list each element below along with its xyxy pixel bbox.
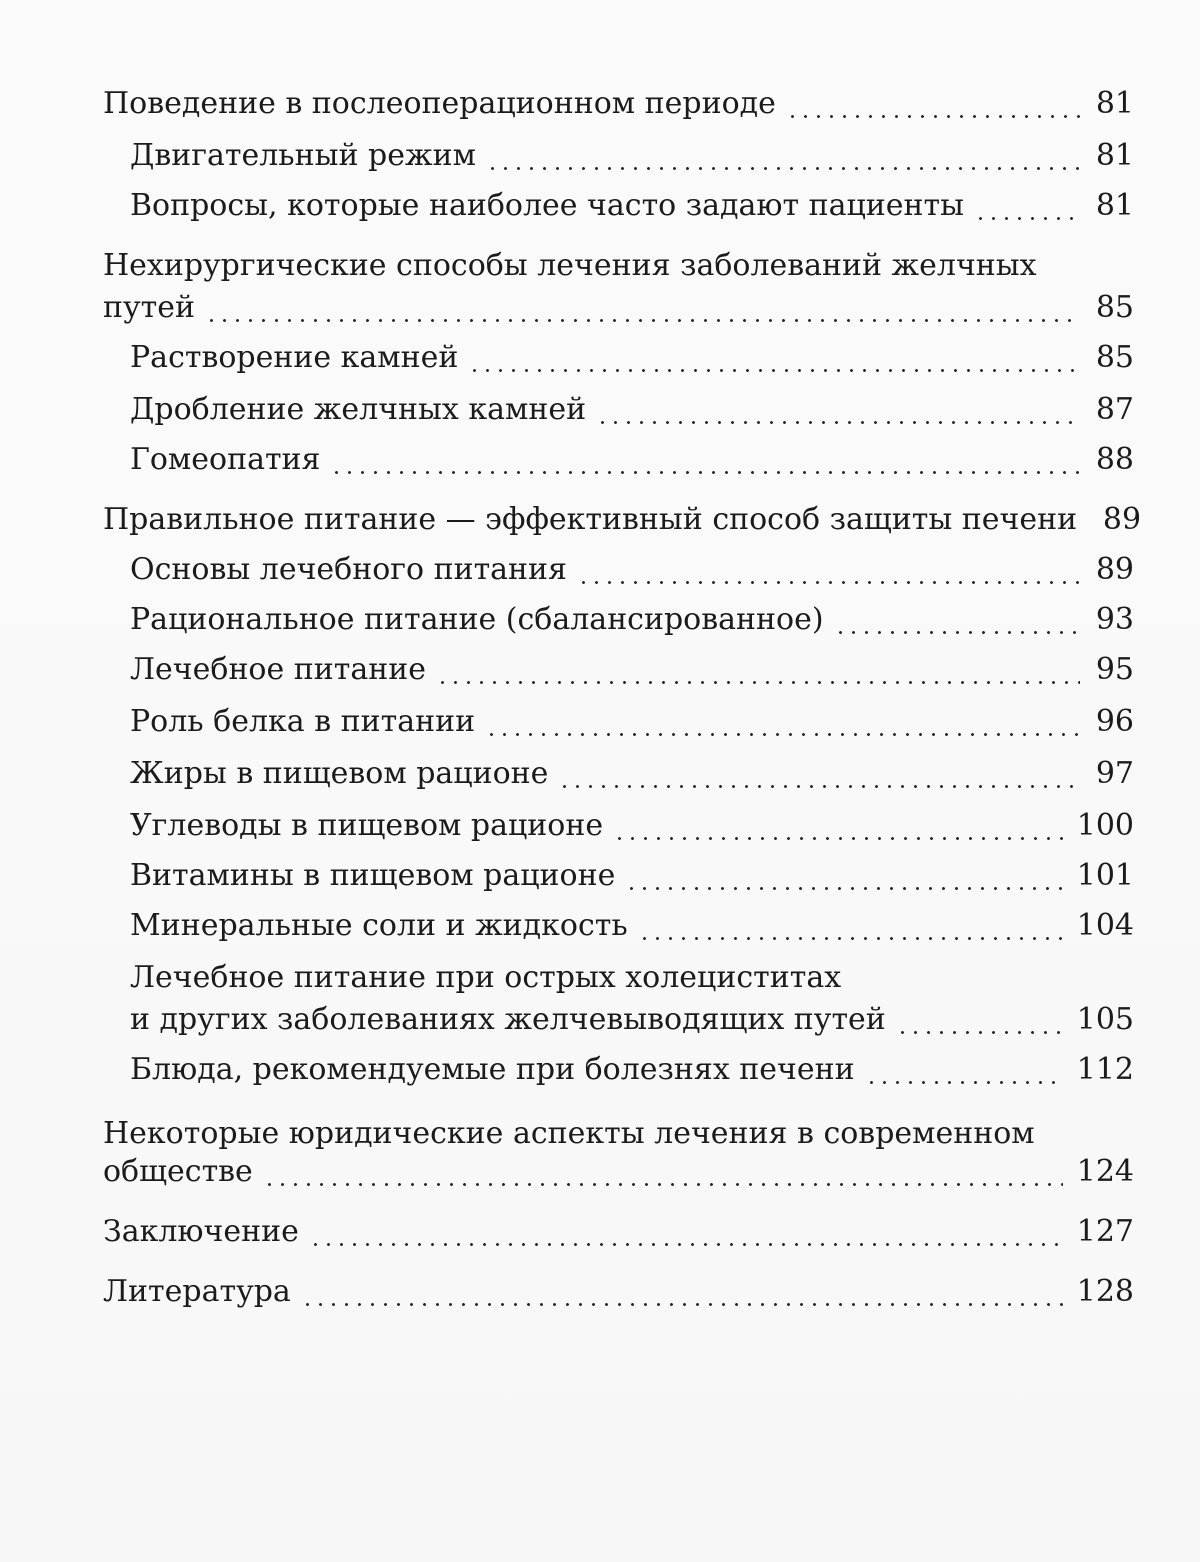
toc-entry-title: Углеводы в пищевом рационе: [130, 808, 604, 843]
toc-entry[interactable]: [0, 594, 1200, 646]
leader-dots: [613, 837, 1063, 840]
leader-dots: [834, 631, 1080, 634]
toc-entry-page: 127: [1076, 1214, 1134, 1249]
toc-entry[interactable]: [0, 644, 1200, 696]
toc-entry-page: 100: [1076, 808, 1134, 843]
leader-dots: [577, 581, 1080, 584]
toc-entry-title: и других заболеваниях желчевыводящих путей: [130, 1002, 886, 1037]
toc-entry[interactable]: [0, 900, 1200, 952]
toc-entry-page: 104: [1076, 908, 1134, 943]
toc-entry-page: 81: [1095, 188, 1134, 223]
leader-dots: [786, 115, 1080, 118]
leader-dots: [301, 1303, 1063, 1306]
toc-entry-page: 89: [1102, 502, 1142, 537]
toc-entry-page: 128: [1076, 1274, 1134, 1309]
toc-entry[interactable]: [0, 994, 1200, 1046]
toc-entry[interactable]: [0, 78, 1200, 130]
toc-entry[interactable]: [0, 282, 1200, 334]
toc-entry-page: 87: [1095, 392, 1134, 427]
toc-entry-page: 88: [1095, 442, 1134, 477]
toc-entry-title: Гомеопатия: [130, 442, 321, 477]
leader-dots: [485, 733, 1080, 736]
leader-dots: [330, 471, 1080, 474]
leader-dots: [625, 887, 1062, 890]
toc-entry-title: Роль белка в питании: [130, 704, 476, 739]
toc-entry-page: 97: [1095, 756, 1134, 791]
toc-entry[interactable]: [0, 850, 1200, 902]
toc-entry-page: 93: [1095, 602, 1134, 637]
toc-entry-title: Вопросы, которые наиболее часто задают пациенты: [130, 188, 965, 223]
toc-entry-title: Правильное питание — эффективный способ защиты печени: [103, 502, 1078, 537]
toc-entry-title-line1: Лечебное питание при острых холециститах: [130, 960, 842, 995]
toc-entry-title: Лечебное питание: [130, 652, 427, 687]
toc-entry-title: Растворение камней: [130, 340, 459, 375]
toc-entry[interactable]: [0, 696, 1200, 748]
leader-dots: [558, 785, 1080, 788]
toc-entry[interactable]: [0, 130, 1200, 182]
toc-entry-title: путей: [103, 290, 195, 325]
toc-entry[interactable]: [0, 1044, 1200, 1096]
toc-entry-title: Блюда, рекомендуемые при болезнях печени: [130, 1052, 855, 1087]
leader-dots: [309, 1243, 1063, 1246]
toc-entry[interactable]: [0, 1206, 1200, 1258]
toc-entry-title: Витамины в пищевом рационе: [130, 858, 616, 893]
toc-entry-page: 81: [1095, 86, 1134, 121]
leader-dots: [596, 421, 1080, 424]
toc-entry-title-line1: Некоторые юридические аспекты лечения в современном: [103, 1116, 1035, 1151]
leader-dots: [486, 167, 1080, 170]
toc-entry-page: 85: [1095, 290, 1134, 325]
toc-entry-title-line1: Нехирургические способы лечения заболеваний желчных: [103, 248, 1037, 283]
toc-entry-page: 101: [1076, 858, 1134, 893]
toc-entry-title: Поведение в послеоперационном периоде: [103, 86, 776, 121]
toc-entry[interactable]: [0, 544, 1200, 596]
toc-entry[interactable]: [0, 180, 1200, 232]
toc-entry-title: Основы лечебного питания: [130, 552, 567, 587]
toc-entry[interactable]: [0, 332, 1200, 384]
toc-entry-title: Рациональное питание (сбалансированное): [130, 602, 824, 637]
toc-entry-page: 89: [1095, 552, 1134, 587]
toc-entry[interactable]: [0, 384, 1200, 436]
toc-entry[interactable]: [0, 434, 1200, 486]
toc-entry[interactable]: [0, 800, 1200, 852]
toc-entry[interactable]: [0, 1266, 1200, 1318]
toc-entry[interactable]: [0, 1146, 1200, 1198]
toc-entry-page: 81: [1095, 138, 1134, 173]
toc-entry-title: Заключение: [103, 1214, 299, 1249]
toc-entry[interactable]: [0, 494, 1200, 546]
toc-entry-title: Минеральные соли и жидкость: [130, 908, 628, 943]
toc-entry-title: Двигательный режим: [130, 138, 476, 173]
toc-entry-title: Жиры в пищевом рационе: [130, 756, 549, 791]
toc-entry-title: Литература: [103, 1274, 291, 1309]
toc-entry-title: Дробление желчных камней: [130, 392, 587, 427]
toc-entry-title: обществе: [103, 1154, 253, 1189]
leader-dots: [974, 217, 1080, 220]
leader-dots: [205, 319, 1080, 322]
toc-entry-page: 124: [1076, 1154, 1134, 1189]
toc-entry-page: 96: [1095, 704, 1134, 739]
leader-dots: [436, 681, 1080, 684]
toc-entry[interactable]: [0, 748, 1200, 800]
leader-dots: [865, 1081, 1063, 1084]
leader-dots: [468, 369, 1080, 372]
leader-dots: [638, 937, 1063, 940]
toc-entry-page: 105: [1076, 1002, 1134, 1037]
toc-entry-page: 112: [1076, 1052, 1134, 1087]
toc-entry-page: 95: [1095, 652, 1134, 687]
leader-dots: [263, 1183, 1063, 1186]
toc-entry-page: 85: [1095, 340, 1134, 375]
leader-dots: [896, 1031, 1063, 1034]
